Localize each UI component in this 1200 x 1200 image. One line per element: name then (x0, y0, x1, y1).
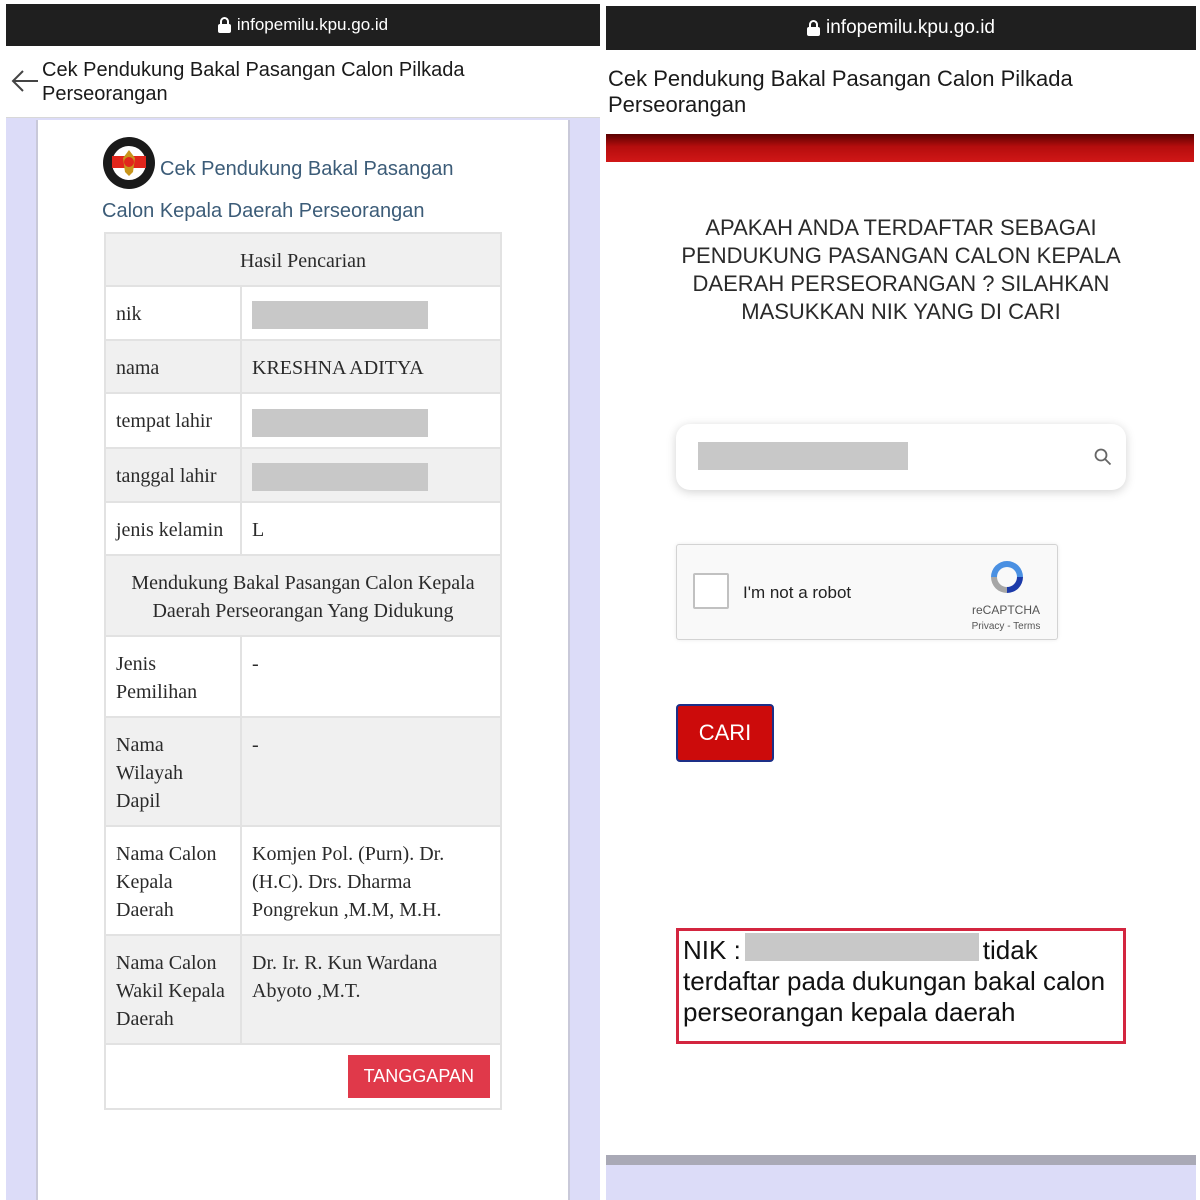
wakil-value: Dr. Ir. R. Kun Wardana Abyoto ,M.T. (241, 935, 501, 1044)
wilayah-label: Nama Wilayah Dapil (105, 717, 241, 826)
table-row (105, 233, 501, 286)
table-row (105, 340, 501, 393)
redacted-block (745, 933, 979, 961)
recaptcha-widget (676, 544, 1058, 640)
table-row (105, 1044, 501, 1109)
header-banner (606, 134, 1194, 162)
tanggapan-button[interactable]: TANGGAPAN (348, 1055, 490, 1098)
recaptcha-brand: reCAPTCHA (971, 603, 1040, 617)
jenis-pemilihan-label: Jenis Pemilihan (105, 636, 241, 717)
cari-button[interactable]: CARI (676, 704, 774, 762)
left-screenshot (6, 0, 600, 1200)
table-row (105, 286, 501, 340)
search-icon[interactable] (1094, 448, 1112, 466)
tanggal-lahir-value (241, 448, 501, 502)
address-bar[interactable] (6, 4, 600, 46)
nama-label: nama (105, 340, 241, 393)
page-background (606, 1165, 1196, 1200)
redacted-block (698, 442, 908, 470)
wilayah-value: - (241, 717, 501, 826)
table-row (105, 935, 501, 1044)
recaptcha-links[interactable]: Privacy - Terms (971, 621, 1041, 632)
captcha-label: I'm not a robot (743, 583, 852, 602)
calon-label: Nama Calon Kepala Daerah (105, 826, 241, 935)
action-cell (105, 1044, 501, 1109)
card-title: Cek Pendukung Bakal Pasangan Calon Kepala Daerah Perseorangan (102, 158, 454, 222)
redacted-block (252, 409, 428, 437)
jenis-kelamin-value: L (241, 502, 501, 555)
table-header: Hasil Pencarian (105, 233, 501, 286)
table-row (105, 393, 501, 447)
redacted-block (252, 463, 428, 491)
footer-bar (606, 1155, 1196, 1165)
page-title: Cek Pendukung Bakal Pasangan Calon Pilkada Perseorangan (42, 59, 465, 105)
nik-search-input[interactable] (676, 424, 1126, 490)
table-row (105, 636, 501, 717)
table-row (105, 555, 501, 636)
tempat-lahir-value (241, 393, 501, 447)
calon-value: Komjen Pol. (Purn). Dr. (H.C). Drs. Dharma Pongrekun ,M.M, M.H. (241, 826, 501, 935)
notice-suffix: tidak terdaftar pada dukungan bakal calon perseorangan kepala daerah (683, 935, 1106, 1027)
lock-icon (218, 17, 231, 33)
section-header: Mendukung Bakal Pasangan Calon Kepala Daerah Perseorangan Yang Didukung (105, 555, 501, 636)
table-row (105, 502, 501, 555)
result-table (104, 232, 502, 1110)
tempat-lahir-label: tempat lahir (105, 393, 241, 447)
page-header (6, 46, 600, 118)
back-arrow-icon[interactable] (10, 68, 40, 94)
jenis-kelamin-label: jenis kelamin (105, 502, 241, 555)
not-registered-notice (676, 928, 1126, 1044)
redacted-block (252, 301, 428, 329)
captcha-checkbox[interactable] (693, 573, 729, 609)
nik-value (241, 286, 501, 340)
tanggal-lahir-label: tanggal lahir (105, 448, 241, 502)
page-title: Cek Pendukung Bakal Pasangan Calon Pilkada Perseorangan (608, 66, 1073, 117)
table-row (105, 826, 501, 935)
jenis-pemilihan-value: - (241, 636, 501, 717)
question-text: APAKAH ANDA TERDAFTAR SEBAGAI PENDUKUNG PASANGAN CALON KEPALA DAERAH PERSEORANGAN ? SILAHKAN MASUKKAN NIK YANG DI CARI (681, 215, 1121, 324)
notice-prefix: NIK : (683, 935, 741, 965)
lock-icon (807, 20, 820, 36)
table-row (105, 448, 501, 502)
recaptcha-icon (987, 557, 1027, 597)
wakil-label: Nama Calon Wakil Kepala Daerah (105, 935, 241, 1044)
right-screenshot (606, 0, 1196, 1200)
table-row (105, 717, 501, 826)
nik-label: nik (105, 286, 241, 340)
url-text: infopemilu.kpu.go.id (826, 17, 995, 38)
nama-value: KRESHNA ADITYA (241, 340, 501, 393)
url-text: infopemilu.kpu.go.id (236, 15, 389, 34)
address-bar[interactable] (606, 6, 1196, 50)
